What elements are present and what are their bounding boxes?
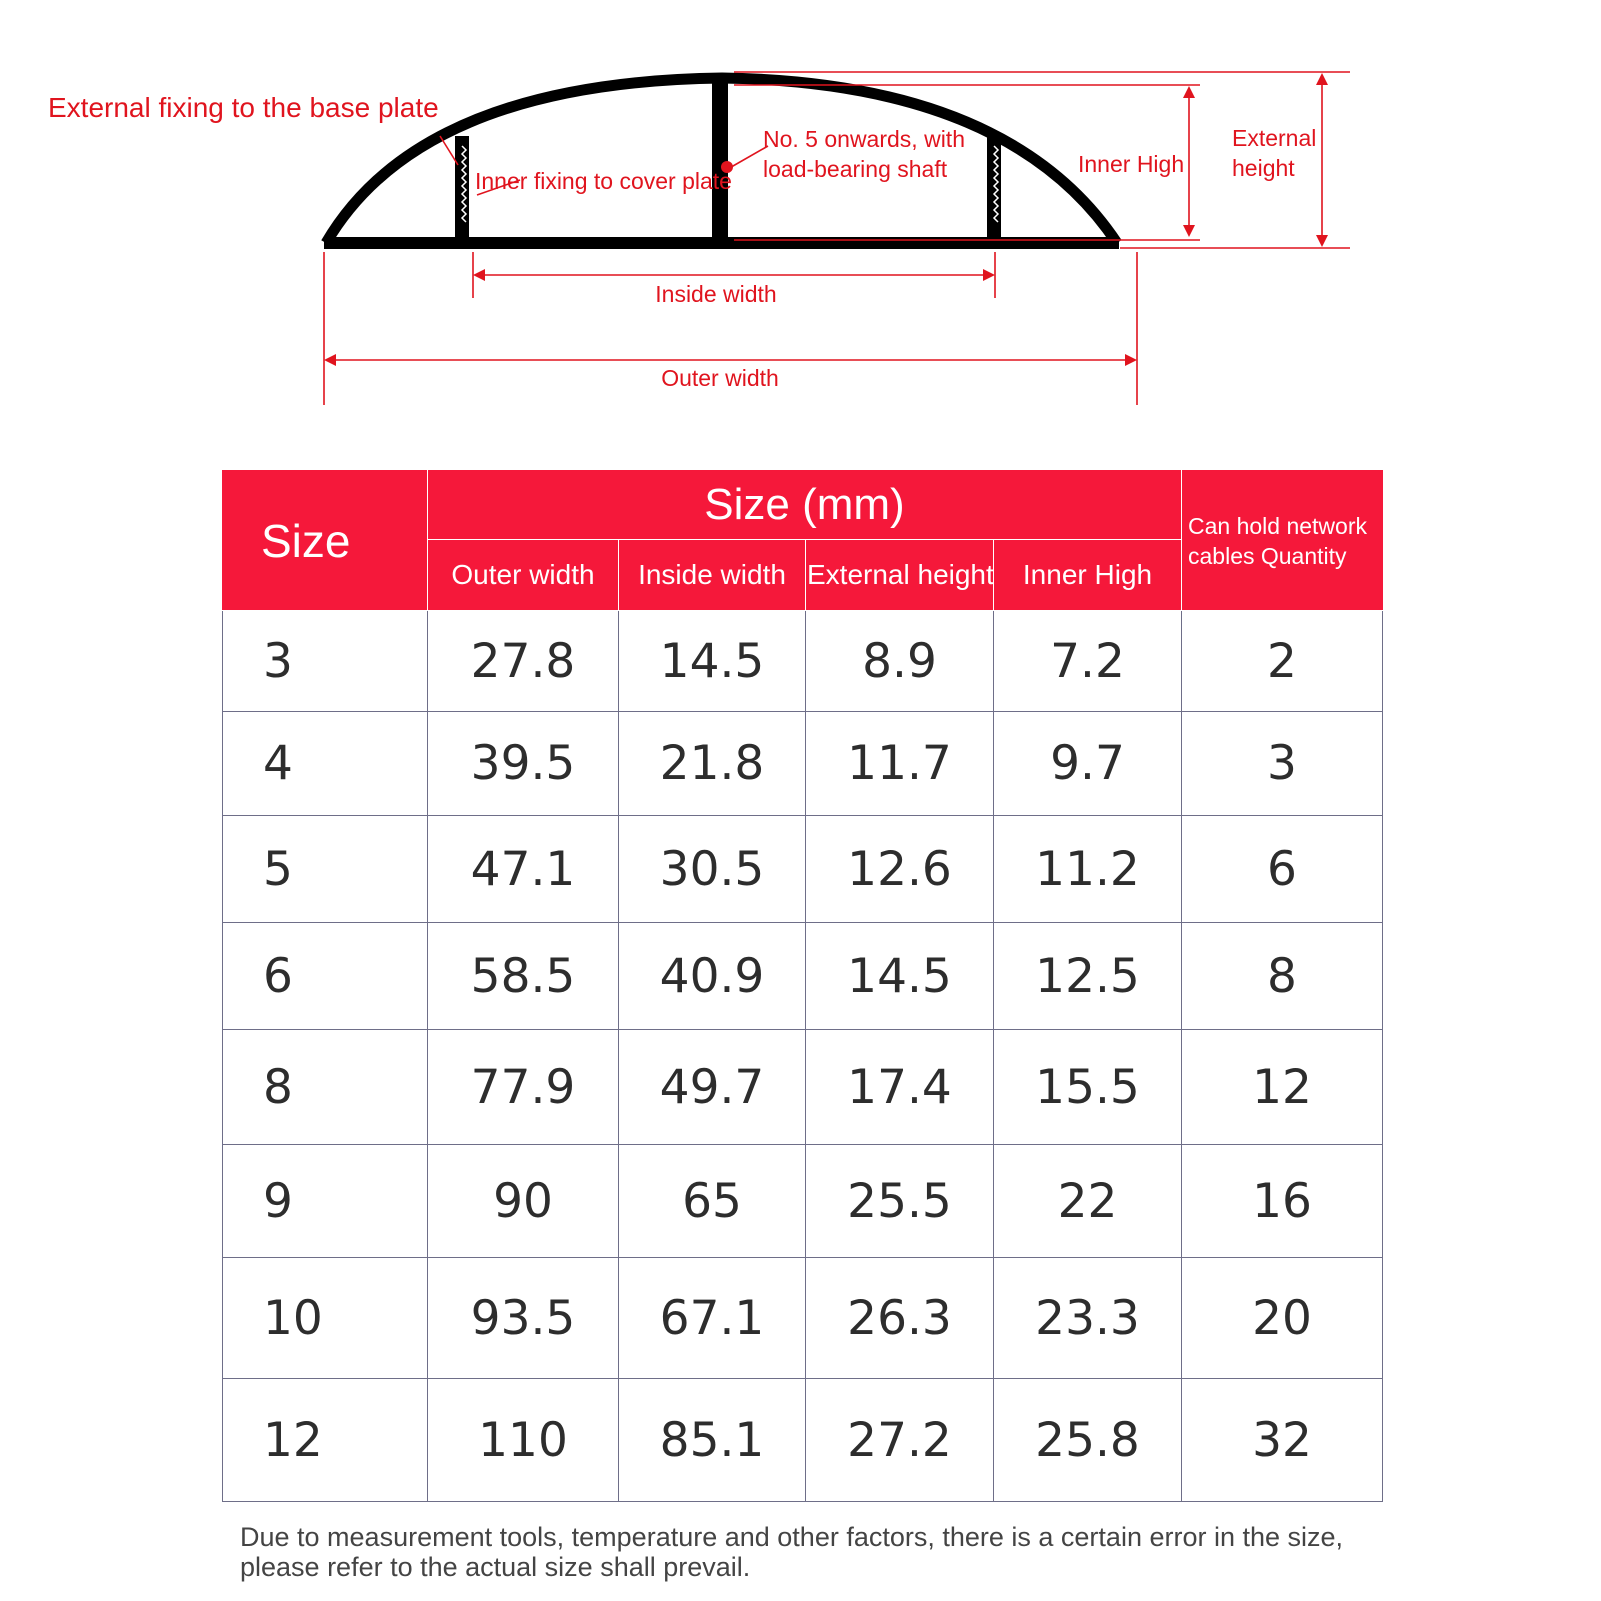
- cell-inside-width: 85.1: [619, 1379, 806, 1502]
- cell-quantity: 3: [1182, 712, 1383, 816]
- cell-inner-high: 11.2: [994, 816, 1182, 923]
- cell-outer-width: 47.1: [428, 816, 619, 923]
- header-cable-quantity: [1182, 471, 1383, 611]
- cell-quantity: 20: [1182, 1258, 1383, 1379]
- cable-cover-profile: [324, 78, 1119, 244]
- cell-quantity: 2: [1182, 611, 1383, 712]
- table-row: [223, 1379, 1383, 1502]
- cell-external-height: 11.7: [806, 712, 994, 816]
- cell-inner-high: 7.2: [994, 611, 1182, 712]
- cell-inner-high: 12.5: [994, 923, 1182, 1030]
- cell-inner-high: 15.5: [994, 1030, 1182, 1145]
- cell-inside-width: 14.5: [619, 611, 806, 712]
- table-row: [223, 1145, 1383, 1258]
- cell-size: 8: [223, 1030, 428, 1145]
- table-row: [223, 1030, 1383, 1145]
- cell-size: 5: [223, 816, 428, 923]
- label-inside-width: Inside width: [655, 281, 777, 307]
- cell-external-height: 26.3: [806, 1258, 994, 1379]
- table-row: [223, 1258, 1383, 1379]
- header-cable-quantity-line2: cables Quantity: [1188, 542, 1347, 569]
- cell-size: 10: [223, 1258, 428, 1379]
- table-row: [223, 611, 1383, 712]
- header-external-height: External height: [806, 540, 994, 611]
- table-row: [223, 923, 1383, 1030]
- cell-external-height: 25.5: [806, 1145, 994, 1258]
- cross-section-diagram: [0, 0, 1601, 420]
- cell-inner-high: 22: [994, 1145, 1182, 1258]
- table-row: [223, 816, 1383, 923]
- cell-inside-width: 67.1: [619, 1258, 806, 1379]
- label-inner-fixing: Inner fixing to cover plate: [475, 168, 732, 194]
- cell-inside-width: 40.9: [619, 923, 806, 1030]
- cell-inside-width: 21.8: [619, 712, 806, 816]
- header-size-mm: Size (mm): [428, 471, 1182, 540]
- cell-size: 9: [223, 1145, 428, 1258]
- load-bearing-shaft: [712, 78, 728, 244]
- cell-size: 12: [223, 1379, 428, 1502]
- label-external-height-line1: External: [1232, 125, 1317, 151]
- header-cable-quantity-line1: Can hold network: [1188, 512, 1367, 539]
- cell-outer-width: 77.9: [428, 1030, 619, 1145]
- cell-inner-high: 25.8: [994, 1379, 1182, 1502]
- cell-external-height: 17.4: [806, 1030, 994, 1145]
- cell-quantity: 16: [1182, 1145, 1383, 1258]
- cell-size: 6: [223, 923, 428, 1030]
- header-inside-width: Inside width: [619, 540, 806, 611]
- label-external-height-line2: height: [1232, 155, 1295, 181]
- header-outer-width: Outer width: [428, 540, 619, 611]
- cell-quantity: 8: [1182, 923, 1383, 1030]
- cell-quantity: 12: [1182, 1030, 1383, 1145]
- label-shaft-line1: No. 5 onwards, with: [763, 126, 965, 152]
- header-inner-high: Inner High: [994, 540, 1182, 611]
- cell-outer-width: 27.8: [428, 611, 619, 712]
- cell-outer-width: 93.5: [428, 1258, 619, 1379]
- label-inner-high: Inner High: [1078, 151, 1185, 177]
- label-shaft-line2: load-bearing shaft: [763, 156, 948, 182]
- cell-size: 4: [223, 712, 428, 816]
- cell-inside-width: 30.5: [619, 816, 806, 923]
- cell-inner-high: 23.3: [994, 1258, 1182, 1379]
- cell-inside-width: 49.7: [619, 1030, 806, 1145]
- cell-quantity: 32: [1182, 1379, 1383, 1502]
- label-outer-width: Outer width: [661, 365, 779, 391]
- cell-inner-high: 9.7: [994, 712, 1182, 816]
- cell-inside-width: 65: [619, 1145, 806, 1258]
- cell-external-height: 8.9: [806, 611, 994, 712]
- cell-outer-width: 110: [428, 1379, 619, 1502]
- cell-external-height: 27.2: [806, 1379, 994, 1502]
- cell-external-height: 14.5: [806, 923, 994, 1030]
- cell-outer-width: 90: [428, 1145, 619, 1258]
- cell-external-height: 12.6: [806, 816, 994, 923]
- cell-outer-width: 58.5: [428, 923, 619, 1030]
- cell-outer-width: 39.5: [428, 712, 619, 816]
- table-row: [223, 712, 1383, 816]
- measurement-disclaimer: Due to measurement tools, temperature and other factors, there is a certain error in the size, please refer to the actual size shall prevail.: [240, 1522, 1344, 1582]
- label-external-fixing: External fixing to the base plate: [48, 92, 439, 123]
- cell-quantity: 6: [1182, 816, 1383, 923]
- cell-size: 3: [223, 611, 428, 712]
- header-size: Size: [223, 471, 428, 611]
- size-table: [222, 470, 1383, 1502]
